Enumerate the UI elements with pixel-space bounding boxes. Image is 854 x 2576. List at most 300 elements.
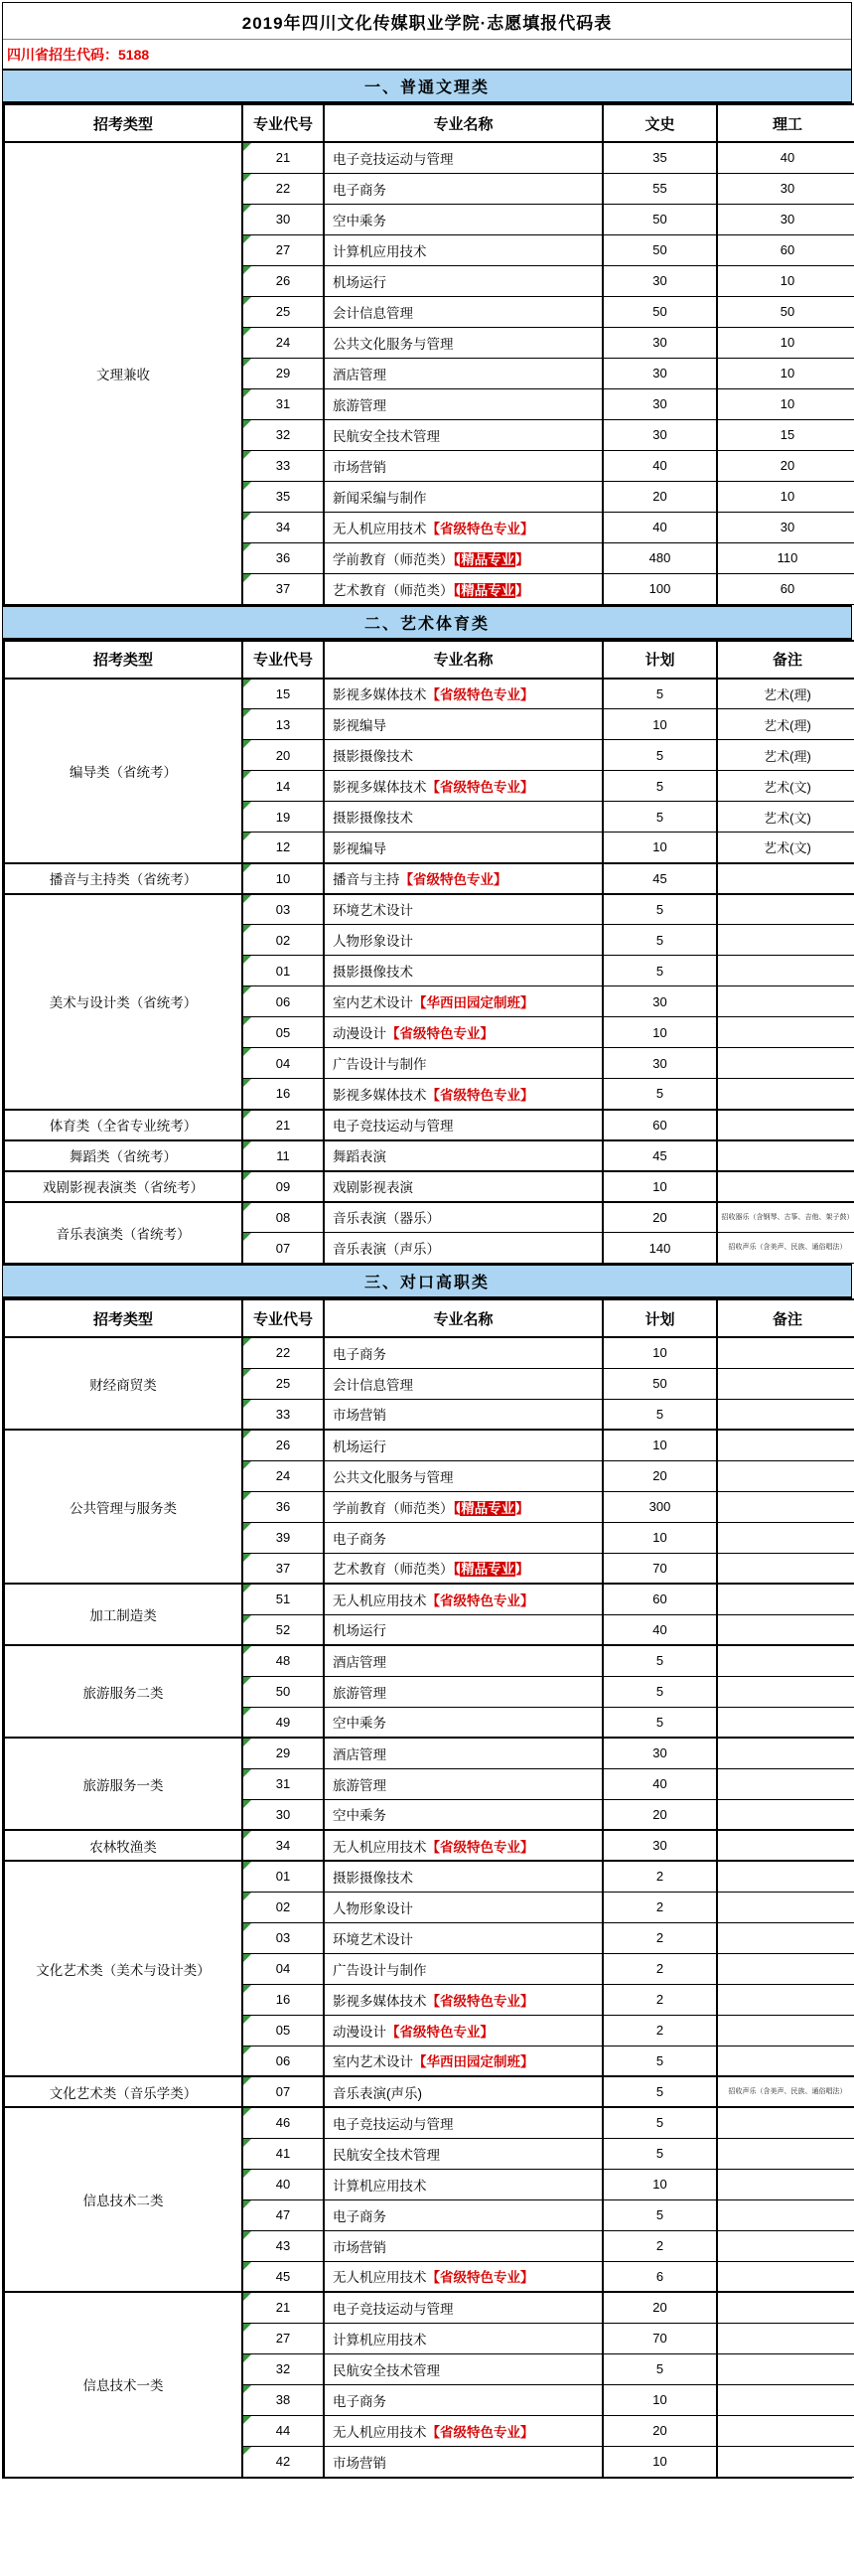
admission-type-cell: 体育类（全省专业统考） <box>4 1110 242 1140</box>
plan-count-cell: 5 <box>603 894 717 925</box>
admission-type-cell: 信息技术一类 <box>4 2292 242 2477</box>
major-name-cell <box>324 2169 603 2199</box>
major-name-text: 机场运行 <box>333 1623 386 1639</box>
major-code-cell: 40 <box>242 2169 324 2199</box>
section-art-sports <box>3 605 854 1265</box>
plan-count-cell: 60 <box>603 1584 717 1614</box>
major-name-cell <box>324 833 603 863</box>
major-code-cell: 04 <box>242 1953 324 1984</box>
remark-cell <box>717 1584 854 1614</box>
major-name-text: 电子商务 <box>333 182 386 198</box>
major-code-cell: 21 <box>242 1110 324 1140</box>
major-tag: 【省级特色专业】 <box>426 687 534 703</box>
major-tag-text: 省级特色专业 <box>440 1087 520 1103</box>
major-code-cell: 25 <box>242 1368 324 1399</box>
major-name-text: 摄影摄像技术 <box>333 811 413 826</box>
major-code-cell: 22 <box>242 173 324 204</box>
major-code-cell: 19 <box>242 802 324 833</box>
art-sports-table <box>3 640 854 1265</box>
major-code-cell: 39 <box>242 1522 324 1553</box>
major-code-cell: 29 <box>242 358 324 388</box>
major-name-cell <box>324 1861 603 1892</box>
major-code-cell: 37 <box>242 573 324 604</box>
general-class-table <box>3 103 854 605</box>
major-name-cell <box>324 1110 603 1140</box>
remark-cell <box>717 1922 854 1953</box>
vocational-table <box>3 1298 854 2478</box>
major-tag-text: 省级特色专业 <box>399 1026 481 1041</box>
wenshi-count-cell: 50 <box>603 234 717 265</box>
page-title: 2019年四川文化传媒职业学院·志愿填报代码表 <box>3 3 851 40</box>
major-name-cell <box>324 1233 603 1264</box>
section-band-art-sports: 二、艺术体育类 <box>3 605 851 640</box>
ligong-count-cell: 110 <box>717 542 854 573</box>
major-name-text: 人物形象设计 <box>333 934 413 949</box>
major-name-text: 广告设计与制作 <box>333 1962 427 1978</box>
table-row <box>4 894 854 925</box>
plan-count-cell: 5 <box>603 740 717 771</box>
major-code-cell: 51 <box>242 1584 324 1614</box>
major-name-cell <box>324 925 603 956</box>
plan-count-cell: 45 <box>603 863 717 894</box>
plan-count-cell: 50 <box>603 1368 717 1399</box>
major-name-cell <box>324 802 603 833</box>
major-code-cell: 26 <box>242 1430 324 1460</box>
remark-cell <box>717 2046 854 2076</box>
major-tag: 【省级特色专业】 <box>426 2270 534 2286</box>
remark-cell <box>717 1368 854 1399</box>
major-code-cell: 07 <box>242 1233 324 1264</box>
major-code-cell: 38 <box>242 2384 324 2415</box>
major-name-text: 酒店管理 <box>333 1654 386 1670</box>
ligong-count-cell: 60 <box>717 234 854 265</box>
major-tag-text: 省级特色专业 <box>440 1993 520 2009</box>
column-header: 文史 <box>603 104 717 142</box>
major-code-cell: 01 <box>242 1861 324 1892</box>
remark-cell <box>717 1171 854 1202</box>
major-name-text: 学前教育（师范类） <box>333 1500 454 1516</box>
admission-type-cell: 音乐表演类（省统考） <box>4 1202 242 1264</box>
major-name-text: 艺术教育（师范类） <box>333 582 454 598</box>
major-name-cell <box>324 956 603 986</box>
major-tag-text: 精品专业 <box>461 582 515 598</box>
plan-count-cell: 140 <box>603 1233 717 1264</box>
major-code-cell: 43 <box>242 2230 324 2261</box>
remark-cell <box>717 1522 854 1553</box>
major-code-cell: 06 <box>242 2046 324 2076</box>
major-name-text: 音乐表演（声乐） <box>333 1242 440 1257</box>
remark-cell: 招收声乐（含美声、民族、通俗唱法） <box>717 1233 854 1264</box>
column-header: 专业代号 <box>242 104 324 142</box>
remark-cell <box>717 2384 854 2415</box>
major-tag: 【精品专业】 <box>453 1562 529 1578</box>
major-code-cell: 27 <box>242 2323 324 2353</box>
plan-count-cell: 30 <box>603 1738 717 1768</box>
plan-count-cell: 10 <box>603 833 717 863</box>
header-row <box>4 1299 854 1337</box>
major-code-cell: 33 <box>242 1399 324 1430</box>
remark-cell: 艺术(文) <box>717 833 854 863</box>
major-name-cell <box>324 1202 603 1233</box>
major-name-text: 会计信息管理 <box>333 305 413 321</box>
major-name-text: 计算机应用技术 <box>333 2178 427 2194</box>
major-code-cell: 27 <box>242 234 324 265</box>
plan-count-cell: 5 <box>603 1399 717 1430</box>
ligong-count-cell: 60 <box>717 573 854 604</box>
ligong-count-cell: 10 <box>717 388 854 419</box>
column-header: 专业名称 <box>324 1299 603 1337</box>
plan-count-cell: 5 <box>603 2046 717 2076</box>
major-name-text: 电子竞技运动与管理 <box>333 151 454 167</box>
header-row <box>4 104 854 142</box>
major-name-text: 艺术教育（师范类） <box>333 1562 454 1578</box>
major-tag: 【省级特色专业】 <box>426 1993 534 2009</box>
plan-count-cell: 30 <box>603 1830 717 1861</box>
remark-cell <box>717 986 854 1017</box>
plan-count-cell: 5 <box>603 2107 717 2138</box>
major-code-cell: 29 <box>242 1738 324 1768</box>
remark-cell <box>717 1830 854 1861</box>
major-tag-text: 省级特色专业 <box>440 780 520 795</box>
major-code-cell: 46 <box>242 2107 324 2138</box>
admission-type-cell: 加工制造类 <box>4 1584 242 1645</box>
major-name-text: 影视多媒体技术 <box>333 1993 427 2009</box>
major-code-cell: 36 <box>242 542 324 573</box>
wenshi-count-cell: 35 <box>603 142 717 173</box>
major-code-cell: 21 <box>242 2292 324 2323</box>
remark-cell <box>717 1048 854 1079</box>
admission-type-cell: 公共管理与服务类 <box>4 1430 242 1584</box>
column-header: 专业代号 <box>242 641 324 679</box>
major-tag: 【精品专业】 <box>453 1500 529 1516</box>
remark-cell <box>717 1399 854 1430</box>
major-name-cell <box>324 1553 603 1584</box>
major-name-text: 公共文化服务与管理 <box>333 1469 454 1485</box>
major-name-text: 民航安全技术管理 <box>333 2147 440 2163</box>
admission-type-cell: 旅游服务一类 <box>4 1738 242 1830</box>
admission-type-cell: 编导类（省统考） <box>4 679 242 863</box>
major-name-cell <box>324 2199 603 2230</box>
major-name-text: 民航安全技术管理 <box>333 2362 440 2378</box>
major-name-text: 电子竞技运动与管理 <box>333 1119 454 1134</box>
major-name-cell <box>324 1430 603 1460</box>
wenshi-count-cell: 30 <box>603 358 717 388</box>
remark-cell <box>717 2107 854 2138</box>
table-row <box>4 1861 854 1892</box>
major-name-cell <box>324 2384 603 2415</box>
major-name-cell <box>324 2046 603 2076</box>
plan-count-cell: 10 <box>603 2384 717 2415</box>
table-row <box>4 1584 854 1614</box>
major-name-cell <box>324 265 603 296</box>
plan-count-cell: 20 <box>603 2415 717 2446</box>
table-row <box>4 1337 854 1368</box>
major-code-cell: 49 <box>242 1707 324 1738</box>
plan-count-cell: 10 <box>603 2446 717 2477</box>
plan-count-cell: 2 <box>603 1953 717 1984</box>
major-code-cell: 30 <box>242 204 324 234</box>
ligong-count-cell: 50 <box>717 296 854 327</box>
major-name-cell <box>324 542 603 573</box>
major-tag-text: 精品专业 <box>461 1500 515 1516</box>
major-name-text: 音乐表演(声乐) <box>333 2085 422 2101</box>
major-tag-text: 精品专业 <box>461 1562 515 1578</box>
major-name-cell <box>324 863 603 894</box>
major-name-cell <box>324 1892 603 1922</box>
major-name-cell <box>324 1491 603 1522</box>
remark-cell <box>717 1768 854 1799</box>
plan-count-cell: 20 <box>603 1460 717 1491</box>
major-code-cell: 45 <box>242 2261 324 2292</box>
admission-type-cell: 文化艺术类（音乐学类） <box>4 2076 242 2107</box>
ligong-count-cell: 15 <box>717 419 854 450</box>
major-name-cell <box>324 512 603 542</box>
major-name-text: 广告设计与制作 <box>333 1057 427 1072</box>
major-name-text: 影视多媒体技术 <box>333 1087 427 1103</box>
major-name-text: 动漫设计 <box>333 2024 386 2040</box>
major-name-cell <box>324 1984 603 2015</box>
plan-count-cell: 5 <box>603 2138 717 2169</box>
major-code-cell: 47 <box>242 2199 324 2230</box>
wenshi-count-cell: 30 <box>603 327 717 358</box>
major-tag-text: 省级特色专业 <box>440 2424 520 2440</box>
major-name-cell <box>324 1048 603 1079</box>
major-name-text: 影视编导 <box>333 718 386 733</box>
plan-count-cell: 5 <box>603 2199 717 2230</box>
column-header: 理工 <box>717 104 854 142</box>
remark-cell <box>717 1738 854 1768</box>
column-header: 招考类型 <box>4 641 242 679</box>
major-name-cell <box>324 1614 603 1645</box>
major-name-cell <box>324 2076 603 2107</box>
major-name-text: 电子商务 <box>333 1346 386 1362</box>
remark-cell <box>717 2169 854 2199</box>
major-code-cell: 35 <box>242 481 324 512</box>
plan-count-cell: 30 <box>603 1048 717 1079</box>
major-code-cell: 16 <box>242 1984 324 2015</box>
major-name-cell <box>324 2230 603 2261</box>
major-name-cell <box>324 1140 603 1171</box>
major-code-cell: 01 <box>242 956 324 986</box>
remark-cell <box>717 863 854 894</box>
wenshi-count-cell: 40 <box>603 512 717 542</box>
major-name-cell <box>324 1830 603 1861</box>
major-name-cell <box>324 2415 603 2446</box>
major-tag-text: 省级特色专业 <box>440 521 520 536</box>
ligong-count-cell: 40 <box>717 142 854 173</box>
major-name-text: 市场营销 <box>333 2239 386 2255</box>
major-name-text: 无人机应用技术 <box>333 2424 427 2440</box>
major-tag-text: 华西田园定制班 <box>426 2054 520 2070</box>
major-name-text: 室内艺术设计 <box>333 2054 413 2070</box>
major-code-cell: 50 <box>242 1676 324 1707</box>
major-code-cell: 10 <box>242 863 324 894</box>
table-row <box>4 1171 854 1202</box>
major-tag: 【华西田园定制班】 <box>413 2054 534 2070</box>
remark-cell <box>717 1953 854 1984</box>
major-name-cell <box>324 1799 603 1830</box>
major-name-text: 无人机应用技术 <box>333 1592 427 1608</box>
major-tag: 【省级特色专业】 <box>426 1087 534 1103</box>
remark-cell <box>717 956 854 986</box>
plan-count-cell: 60 <box>603 1110 717 1140</box>
major-name-text: 旅游管理 <box>333 397 386 413</box>
admission-type-cell: 播音与主持类（省统考） <box>4 863 242 894</box>
major-name-text: 旅游管理 <box>333 1685 386 1701</box>
major-tag: 【华西田园定制班】 <box>413 995 534 1010</box>
table-row <box>4 863 854 894</box>
major-name-text: 电子商务 <box>333 1531 386 1547</box>
plan-count-cell: 5 <box>603 679 717 709</box>
plan-count-cell: 300 <box>603 1491 717 1522</box>
major-name-cell <box>324 1368 603 1399</box>
major-name-text: 人物形象设计 <box>333 1900 413 1916</box>
major-name-text: 影视多媒体技术 <box>333 780 427 795</box>
major-name-cell <box>324 2138 603 2169</box>
remark-cell: 艺术(理) <box>717 679 854 709</box>
admission-type-cell: 旅游服务二类 <box>4 1645 242 1738</box>
major-name-cell <box>324 573 603 604</box>
plan-count-cell: 5 <box>603 925 717 956</box>
admission-type-cell: 农林牧渔类 <box>4 1830 242 1861</box>
remark-cell <box>717 1676 854 1707</box>
remark-cell: 艺术(理) <box>717 740 854 771</box>
major-name-cell <box>324 2107 603 2138</box>
major-name-text: 摄影摄像技术 <box>333 749 413 764</box>
remark-cell <box>717 2323 854 2353</box>
major-code-cell: 03 <box>242 894 324 925</box>
major-name-cell <box>324 1738 603 1768</box>
remark-cell <box>717 1892 854 1922</box>
remark-cell <box>717 1337 854 1368</box>
major-code-cell: 07 <box>242 2076 324 2107</box>
plan-count-cell: 30 <box>603 986 717 1017</box>
major-name-text: 计算机应用技术 <box>333 243 427 259</box>
major-name-cell <box>324 1017 603 1048</box>
major-name-text: 电子商务 <box>333 2393 386 2409</box>
plan-count-cell: 70 <box>603 1553 717 1584</box>
major-tag: 【省级特色专业】 <box>426 521 534 536</box>
major-name-cell <box>324 1707 603 1738</box>
remark-cell <box>717 1984 854 2015</box>
plan-count-cell: 2 <box>603 1922 717 1953</box>
plan-count-cell: 10 <box>603 1430 717 1460</box>
table-row <box>4 679 854 709</box>
plan-count-cell: 2 <box>603 1892 717 1922</box>
plan-count-cell: 5 <box>603 956 717 986</box>
major-name-cell <box>324 2323 603 2353</box>
remark-cell <box>717 1799 854 1830</box>
major-tag: 【省级特色专业】 <box>386 1026 494 1041</box>
major-code-cell: 09 <box>242 1171 324 1202</box>
column-header: 计划 <box>603 1299 717 1337</box>
plan-count-cell: 5 <box>603 802 717 833</box>
major-tag: 【省级特色专业】 <box>426 1592 534 1608</box>
major-code-cell: 05 <box>242 1017 324 1048</box>
major-name-cell <box>324 771 603 802</box>
plan-count-cell: 10 <box>603 2169 717 2199</box>
table-row <box>4 1110 854 1140</box>
major-code-cell: 36 <box>242 1491 324 1522</box>
major-code-cell: 11 <box>242 1140 324 1171</box>
admission-type-cell: 财经商贸类 <box>4 1337 242 1430</box>
section-band-general: 一、普通文理类 <box>3 69 851 103</box>
remark-cell: 艺术(文) <box>717 802 854 833</box>
major-tag: 【精品专业】 <box>453 582 529 598</box>
plan-count-cell: 45 <box>603 1140 717 1171</box>
major-name-cell <box>324 2261 603 2292</box>
table-row <box>4 1830 854 1861</box>
header-row <box>4 641 854 679</box>
major-name-text: 空中乘务 <box>333 1716 386 1732</box>
major-name-text: 戏剧影视表演 <box>333 1180 413 1195</box>
table-row <box>4 142 854 173</box>
remark-cell: 招收器乐（含钢琴、古筝、吉他、架子鼓） <box>717 1202 854 1233</box>
major-name-text: 音乐表演（器乐） <box>333 1211 440 1227</box>
major-name-text: 会计信息管理 <box>333 1377 413 1393</box>
major-code-cell: 44 <box>242 2415 324 2446</box>
major-name-cell <box>324 894 603 925</box>
ligong-count-cell: 10 <box>717 481 854 512</box>
column-header: 招考类型 <box>4 1299 242 1337</box>
remark-cell <box>717 2292 854 2323</box>
remark-cell <box>717 2199 854 2230</box>
major-name-cell <box>324 204 603 234</box>
major-name-text: 环境艺术设计 <box>333 903 413 919</box>
major-name-text: 公共文化服务与管理 <box>333 336 454 352</box>
plan-count-cell: 2 <box>603 1984 717 2015</box>
remark-cell <box>717 2261 854 2292</box>
major-code-cell: 34 <box>242 1830 324 1861</box>
plan-count-cell: 5 <box>603 1079 717 1110</box>
remark-cell <box>717 1460 854 1491</box>
major-name-cell <box>324 1768 603 1799</box>
remark-cell: 艺术(文) <box>717 771 854 802</box>
column-header: 招考类型 <box>4 104 242 142</box>
major-name-text: 市场营销 <box>333 1408 386 1424</box>
major-code-cell: 41 <box>242 2138 324 2169</box>
major-code-cell: 48 <box>242 1645 324 1676</box>
major-tag-text: 华西田园定制班 <box>426 995 520 1010</box>
major-tag: 【省级特色专业】 <box>426 2424 534 2440</box>
table-row <box>4 2076 854 2107</box>
major-name-text: 电子竞技运动与管理 <box>333 2116 454 2132</box>
major-name-cell <box>324 296 603 327</box>
plan-count-cell: 5 <box>603 771 717 802</box>
major-name-cell <box>324 986 603 1017</box>
section-vocational <box>3 1264 851 2478</box>
table-row <box>4 1645 854 1676</box>
major-name-text: 摄影摄像技术 <box>333 1870 413 1886</box>
major-code-cell: 30 <box>242 1799 324 1830</box>
plan-count-cell: 5 <box>603 1676 717 1707</box>
major-name-text: 电子竞技运动与管理 <box>333 2301 454 2317</box>
major-name-cell <box>324 450 603 481</box>
major-code-cell: 32 <box>242 2353 324 2384</box>
remark-cell <box>717 1140 854 1171</box>
major-code-cell: 12 <box>242 833 324 863</box>
admission-type-cell: 舞蹈类（省统考） <box>4 1140 242 1171</box>
major-name-cell <box>324 2353 603 2384</box>
major-tag: 【省级特色专业】 <box>426 780 534 795</box>
major-name-text: 播音与主持 <box>333 872 400 887</box>
major-tag: 【省级特色专业】 <box>399 872 507 887</box>
major-code-cell: 33 <box>242 450 324 481</box>
major-name-text: 无人机应用技术 <box>333 2270 427 2286</box>
major-name-text: 无人机应用技术 <box>333 1839 427 1855</box>
plan-count-cell: 5 <box>603 1707 717 1738</box>
column-header: 备注 <box>717 1299 854 1337</box>
